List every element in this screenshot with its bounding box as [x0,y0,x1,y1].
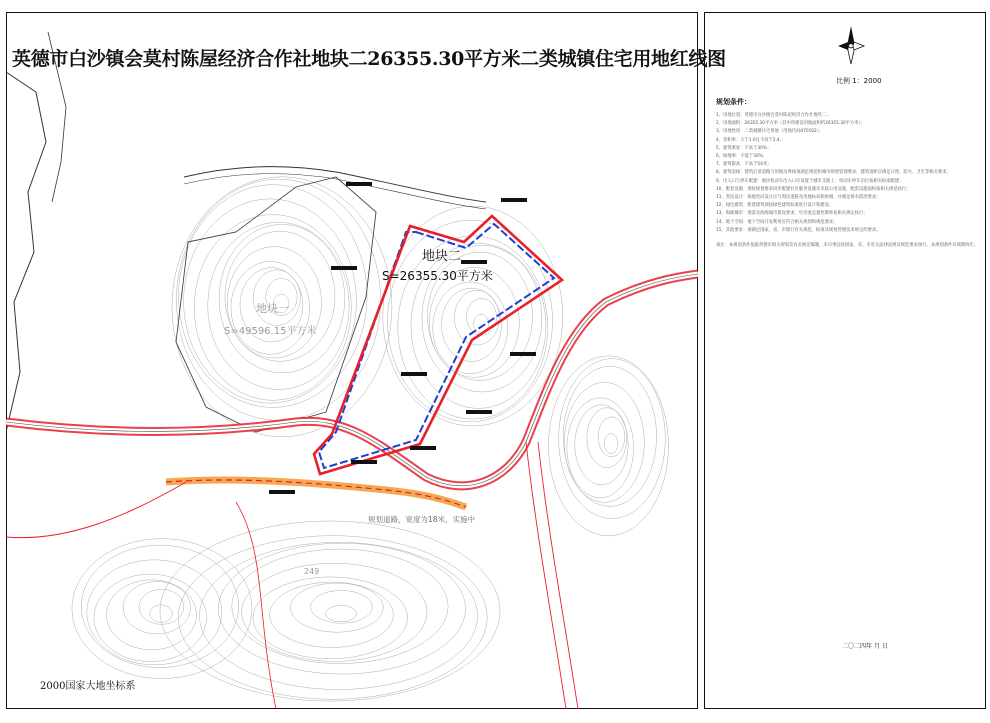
point-marker [351,460,377,464]
contour-line [225,231,335,361]
contour-line [232,549,448,664]
right-road-b [538,442,578,709]
scale-label: 比例 1：2000 [836,77,882,85]
note-item: 10、配套设施：须按规划要求同步配建社区服务设施及市政公用设施，配套设施面积按相关规范执行； [716,186,911,192]
contour-line [219,224,345,373]
river-bank [6,72,46,432]
north-arrow-icon [836,24,866,68]
planning-notes [716,112,980,250]
contour-line [150,605,173,623]
note-item: 5、建筑密度：不高于30%； [716,145,772,151]
contour-line [199,542,477,689]
point-marker [331,266,357,270]
lower-road-2 [236,502,276,709]
page-title: 英德市白沙镇会莫村陈屋经济合作社地块二26355.30平方米二类城镇住宅用地红线图 [12,48,726,70]
notes-heading: 规划条件： [716,98,751,106]
upper-road-b [184,174,486,209]
point-marker [510,352,536,356]
contour-line [253,577,408,659]
parcel-name: 地块二 [422,249,462,264]
right-road [526,442,566,709]
contour-line [587,408,627,468]
point-marker [466,410,492,414]
neighbor-parcel-name: 地块一 [256,302,289,315]
note-item: 13、海绵城市：须落实海绵城市建设要求，年径流总量控制率按相关规定执行； [716,211,868,217]
notes-remark: 备注：本规划条件依据英德市相关规划及有关规定编制，未尽事宜按国家、省、市有关法律法规及规范要求执行。本规划条件有效期两年。 [716,243,979,249]
contour-line [433,282,508,374]
contour-line [270,582,394,647]
contour-line [598,417,625,457]
road-label: 规划道路，宽度为18米，实施中 [368,515,476,524]
contour-line [466,299,496,336]
note-item: 15、其他要求：须满足国家、省、市现行有关规范、标准及规划管理技术规定的要求。 [716,227,881,233]
note-item: 1、用地位置：英德市白沙镇会莫村陈屋经济合作社地块二； [716,113,831,118]
contour-line [87,560,222,665]
sign-date: 二〇二四年 月 日 [842,643,888,650]
note-item: 2、用地面积：26355.30平方米（其中净建设用地面积约26355.30平方米）； [716,121,866,127]
point-marker [346,182,372,186]
contour-line [575,405,628,485]
note-item: 9、出入口与停车配建：地块机动车出入口应设置于城市支路上，机动车停车泊位按相关标准配建； [716,178,904,184]
lower-road [6,482,186,538]
point-marker [501,198,527,202]
contour-line [429,267,519,377]
contour-line [106,580,196,650]
bottom-number: 249 [304,567,320,576]
contour-line [563,366,656,506]
contour-line [139,589,184,624]
contour-line [123,581,191,634]
neighbor-parcel-area: S=49596.15平方米 [224,326,317,337]
note-item: 11、竖向设计：场地竖向设计应与周边道路及用地标高相协调，并满足排水防涝要求； [716,195,881,201]
contour-line [218,543,465,674]
note-item: 4、容积率：大于1.0且不高于2.4； [716,137,784,143]
contour-line [604,434,617,454]
contour-line [383,206,563,426]
parcel-area: S=26355.30平方米 [382,269,493,283]
note-item: 6、绿地率：不低于30%； [716,154,767,160]
note-item: 8、建筑退线：建筑后退道路与用地边界线须满足规范和城市规划管理要求，建筑退距应满足日照、防火、卫生等相关要求； [716,170,951,176]
contour-line [242,563,427,661]
contour-line [311,590,373,623]
contour-line [326,605,357,621]
point-markers [269,182,536,494]
map-drawing [6,12,726,709]
point-marker [410,446,436,450]
note-item: 12、绿色建筑：新建建筑须按绿色建筑标准进行设计和建设； [716,203,834,209]
contour-line [422,245,542,392]
note-item: 7、建筑限高：不高于54米； [716,162,772,168]
note-item: 3、用地性质：二类城镇住宅用地（用地代码070102）； [716,129,824,135]
upper-road [184,167,486,202]
point-marker [269,490,295,494]
point-marker [461,260,487,264]
contour-line [72,539,252,679]
point-marker [401,372,427,376]
coordinate-system-label: 2000国家大地坐标系 [40,681,136,692]
contour-line [178,536,487,700]
note-item: 14、地下空间：地下空间开发利用应符合相关规划和规范要求； [716,219,838,225]
